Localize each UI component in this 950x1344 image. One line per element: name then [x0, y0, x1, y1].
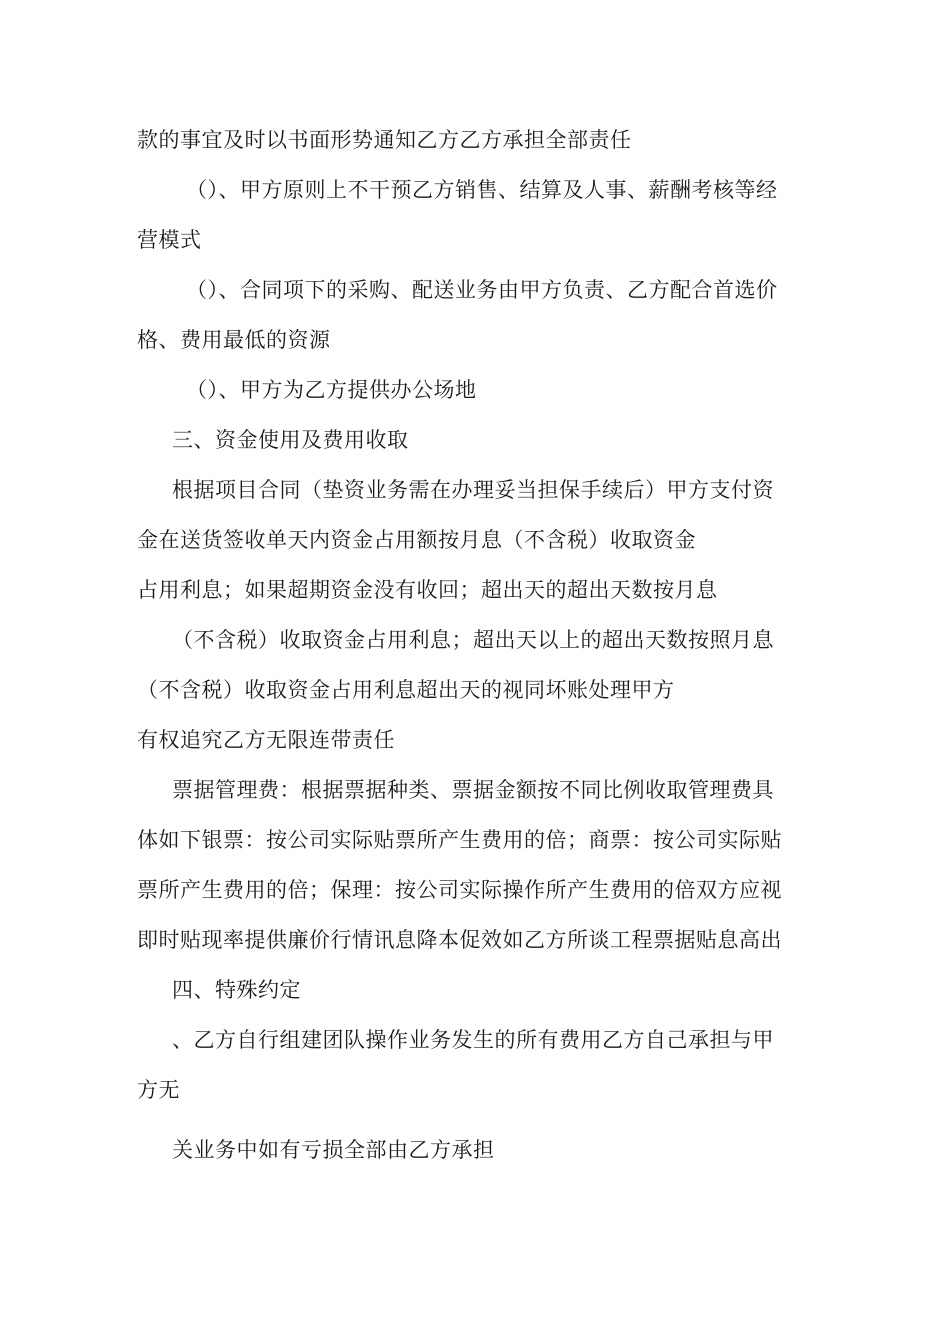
text-line: 票所产生费用的倍；保理：按公司实际操作所产生费用的倍双方应视	[137, 878, 782, 902]
text-line: （不含税）收取资金占用利息；超出天以上的超出天数按照月息	[172, 628, 774, 652]
text-line: 营模式	[137, 228, 202, 252]
text-line: （）、甲方为乙方提供办公场地	[186, 378, 477, 402]
text-line: 占用利息；如果超期资金没有收回；超出天的超出天数按月息	[137, 578, 718, 602]
text-line: 关业务中如有亏损全部由乙方承担	[172, 1138, 495, 1162]
text-line: 金在送货签收单天内资金占用额按月息（不含税）收取资金	[137, 528, 696, 552]
text-line: 、乙方自行组建团队操作业务发生的所有费用乙方自己承担与甲	[172, 1028, 774, 1052]
text-line: （）、甲方原则上不干预乙方销售、结算及人事、薪酬考核等经	[186, 178, 778, 202]
section-heading: 四、特殊约定	[172, 978, 301, 1002]
text-line: 根据项目合同（垫资业务需在办理妥当担保手续后）甲方支付资	[172, 478, 774, 502]
text-line: 体如下银票：按公司实际贴票所产生费用的倍；商票：按公司实际贴	[137, 828, 782, 852]
text-line: 票据管理费：根据票据种类、票据金额按不同比例收取管理费具	[172, 778, 774, 802]
text-line: （）、合同项下的采购、配送业务由甲方负责、乙方配合首选价	[186, 278, 778, 302]
text-line: 格、费用最低的资源	[137, 328, 331, 352]
text-line: 款的事宜及时以书面形势通知乙方乙方承担全部责任	[137, 128, 632, 152]
section-heading: 三、资金使用及费用收取	[172, 428, 409, 452]
text-line: 方无	[137, 1078, 180, 1102]
text-line: 有权追究乙方无限连带责任	[137, 728, 395, 752]
text-line: 即时贴现率提供廉价行情讯息降本促效如乙方所谈工程票据贴息高出	[137, 928, 782, 952]
text-line: （不含税）收取资金占用利息超出天的视同坏账处理甲方	[137, 678, 675, 702]
